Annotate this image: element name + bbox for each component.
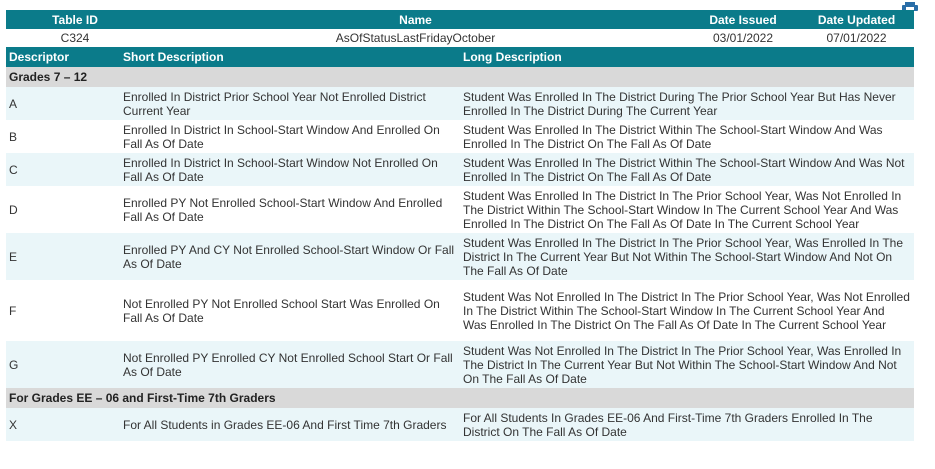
descriptor-code: X [6,408,120,441]
column-header-descriptor: Descriptor [6,47,120,67]
descriptor-code: B [6,120,120,153]
meta-date-updated: 07/01/2022 [799,29,914,47]
group-heading: For Grades EE – 06 and First-Time 7th Graders [6,388,914,408]
printer-icon[interactable] [902,0,918,9]
long-description: Student Was Enrolled In The District Within The School-Start Window And Was Not Enrolled In The District On The Fall As Of Date [460,153,914,186]
code-table-panel [6,10,914,441]
descriptor-table [6,47,914,441]
long-description: Student Was Enrolled In The District In The Prior School Year, Was Enrolled In The District In The Current Year But Not Within The School-Start Window And Not On The Fall As Of Date [460,233,914,280]
long-description: Student Was Enrolled In The District In The Prior School Year, Was Not Enrolled In The District Within The School-Start Window In The Current School Year And Was Enrolled In The District On The Fall As Of Date In The Current School Year [460,186,914,233]
long-description: Student Was Not Enrolled In The District In The Prior School Year, Was Not Enrolled In The District Within The School-Start Window In The Current School Year And Was Enrolled In The District On The Fall As Of Date In The Current School Year [460,280,914,341]
meta-header-date-issued: Date Issued [687,10,799,29]
group-heading: Grades 7 – 12 [6,67,914,87]
long-description: Student Was Enrolled In The District During The Prior School Year But Has Never Enrolled In The District During The Current Year [460,87,914,120]
short-description: For All Students in Grades EE-06 And First Time 7th Graders [120,408,460,441]
short-description: Not Enrolled PY Enrolled CY Not Enrolled School Start Or Fall As Of Date [120,341,460,388]
short-description: Enrolled In District In School-Start Window And Enrolled On Fall As Of Date [120,120,460,153]
long-description: For All Students In Grades EE-06 And First-Time 7th Graders Enrolled In The District On The Fall As Of Date [460,408,914,441]
descriptor-code: A [6,87,120,120]
descriptor-code: D [6,186,120,233]
long-description: Student Was Enrolled In The District Within The School-Start Window And Was Enrolled In The District On The Fall As Of Date [460,120,914,153]
short-description: Not Enrolled PY Not Enrolled School Start Was Enrolled On Fall As Of Date [120,280,460,341]
descriptor-code: C [6,153,120,186]
short-description: Enrolled In District In School-Start Window Not Enrolled On Fall As Of Date [120,153,460,186]
short-description: Enrolled In District Prior School Year Not Enrolled District Current Year [120,87,460,120]
column-header-long-description: Long Description [460,47,914,67]
short-description: Enrolled PY And CY Not Enrolled School-Start Window Or Fall As Of Date [120,233,460,280]
meta-name: AsOfStatusLastFridayOctober [144,29,687,47]
descriptor-code: F [6,280,120,341]
long-description: Student Was Not Enrolled In The District In The Prior School Year, Was Enrolled In The District In The Current Year But Not Within The School-Start Window And Not On The Fall As Of Date [460,341,914,388]
short-description: Enrolled PY Not Enrolled School-Start Window And Enrolled Fall As Of Date [120,186,460,233]
meta-header-name: Name [144,10,687,29]
meta-date-issued: 03/01/2022 [687,29,799,47]
meta-table [6,10,914,47]
meta-table-id: C324 [6,29,144,47]
meta-header-table-id: Table ID [6,10,144,29]
descriptor-code: E [6,233,120,280]
column-header-short-description: Short Description [120,47,460,67]
meta-header-date-updated: Date Updated [799,10,914,29]
descriptor-code: G [6,341,120,388]
